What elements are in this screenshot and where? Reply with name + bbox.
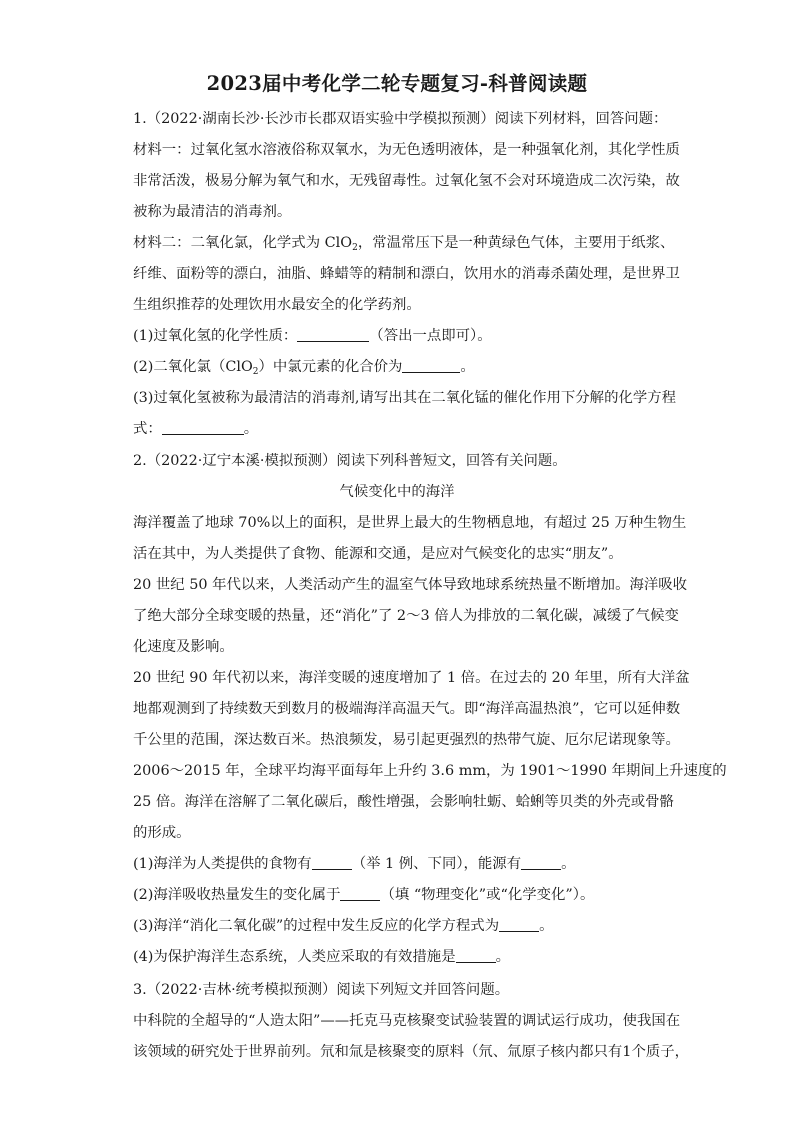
answer-blank[interactable] (162, 420, 244, 435)
q1-material1-line1: 材料一：过氧化氢水溶液俗称双氧水，为无色透明液体，是一种强氧化剂，其化学性质 (133, 142, 680, 158)
subscript: 2 (252, 367, 259, 377)
page-title: 2023届中考化学二轮专题复习-科普阅读题 (206, 72, 588, 95)
q1-material1-line2: 非常活泼，极易分解为氧气和水，无残留毒性。过氧化氢不会对环境造成二次污染，故 (133, 173, 680, 189)
q2-article-line: 了绝大部分全球变暖的热量，还“消化”了 2～3 倍人为排放的二氧化碳，减缓了气候变 (133, 608, 679, 624)
q2-article-line: 2006～2015 年，全球平均海平面每年上升约 3.6 mm，为 1901～1990 年期间上升速度的 (133, 763, 727, 779)
q2-article-line: 25 倍。海洋在溶解了二氧化碳后，酸性增强，会影响牡蛎、蛤蜊等贝类的外壳或骨骼 (133, 794, 674, 810)
q2-article-line: 海洋覆盖了地球 70%以上的面积，是世界上最大的生物栖息地，有超过 25 万种生物生 (133, 515, 687, 531)
q1-material2-line3: 生组织推荐的处理饮用水最安全的化学药剂。 (133, 297, 421, 313)
q3-stem: 3.（2022·吉林·统考模拟预测）阅读下列短文并回答问题。 (133, 982, 510, 998)
q2-article-line: 20 世纪 50 年代以来，人类活动产生的温室气体导致地球系统热量不断增加。海洋吸收 (133, 577, 688, 593)
q2-stem: 2.（2022·辽宁本溪·模拟预测）阅读下列科普短文，回答有关问题。 (133, 453, 567, 469)
subscript: 2 (352, 243, 358, 253)
answer-blank[interactable] (402, 358, 460, 373)
q1-part3-line1: (3)过氧化氢被称为最清洁的消毒剂,请写出其在二氧化锰的催化作用下分解的化学方程 (133, 390, 677, 406)
q3-article-line: 中科院的全超导的“人造太阳”——托克马克核聚变试验装置的调试运行成功，使我国在 (133, 1013, 681, 1029)
q2-article-line: 化速度及影响。 (133, 639, 234, 655)
q2-article-line: 地都观测到了持续数天到数月的极端海洋高温天气。即“海洋高温热浪”，它可以延伸数 (133, 701, 681, 717)
q1-stem: 1.（2022·湖南长沙·长沙市长郡双语实验中学模拟预测）阅读下列材料，回答问题： (133, 111, 668, 127)
q1-part2: (2)二氧化氯（ClO$_2$）中氯元素的化合价为 。 (133, 359, 475, 377)
q1-part3-line2: 式： 。 (133, 421, 259, 437)
answer-blank[interactable] (340, 886, 380, 901)
q2-part2: (2)海洋吸收热量发生的变化属于 （填 “物理变化”或“化学变化”）。 (133, 887, 595, 903)
q1-part1: (1)过氧化氢的化学性质： （答出一点即可）。 (133, 328, 492, 344)
q2-article-line: 的形成。 (133, 825, 191, 841)
q3-article-line: 该领域的研究处于世界前列。氘和氚是核聚变的原料（氘、氚原子核内都只有1个质子， (133, 1044, 690, 1060)
q1-material2-line1: 材料二：二氧化氯，化学式为 ClO$_2$，常温常压下是一种黄绿色气体，主要用于纸浆、 (133, 235, 675, 253)
answer-blank[interactable] (312, 855, 352, 870)
answer-blank[interactable] (499, 917, 539, 932)
q1-material2-line2: 纤维、面粉等的漂白，油脂、蜂蜡等的精制和漂白，饮用水的消毒杀菌处理，是世界卫 (133, 266, 680, 282)
answer-blank[interactable] (521, 855, 561, 870)
q2-part1: (1)海洋为人类提供的食物有 （举 1 例、下同），能源有 。 (133, 856, 576, 872)
q1-material1-line3: 被称为最清洁的消毒剂。 (133, 204, 292, 220)
q2-part4: (4)为保护海洋生态系统，人类应采取的有效措施是 。 (133, 949, 510, 965)
q2-article-heading: 气候变化中的海洋 (339, 484, 455, 500)
q2-article-line: 千公里的范围，深达数百米。热浪频发，易引起更强烈的热带气旋、厄尔尼诺现象等。 (133, 732, 680, 748)
q2-article-line: 活在其中，为人类提供了食物、能源和交通，是应对气候变化的忠实“朋友”。 (133, 546, 623, 562)
answer-blank[interactable] (456, 948, 496, 963)
q2-article-line: 20 世纪 90 年代初以来，海洋变暖的速度增加了 1 倍。在过去的 20 年里，所有大洋盆 (133, 670, 690, 686)
answer-blank[interactable] (297, 327, 369, 342)
q2-part3: (3)海洋“消化二氧化碳”的过程中发生反应的化学方程式为 。 (133, 918, 554, 934)
